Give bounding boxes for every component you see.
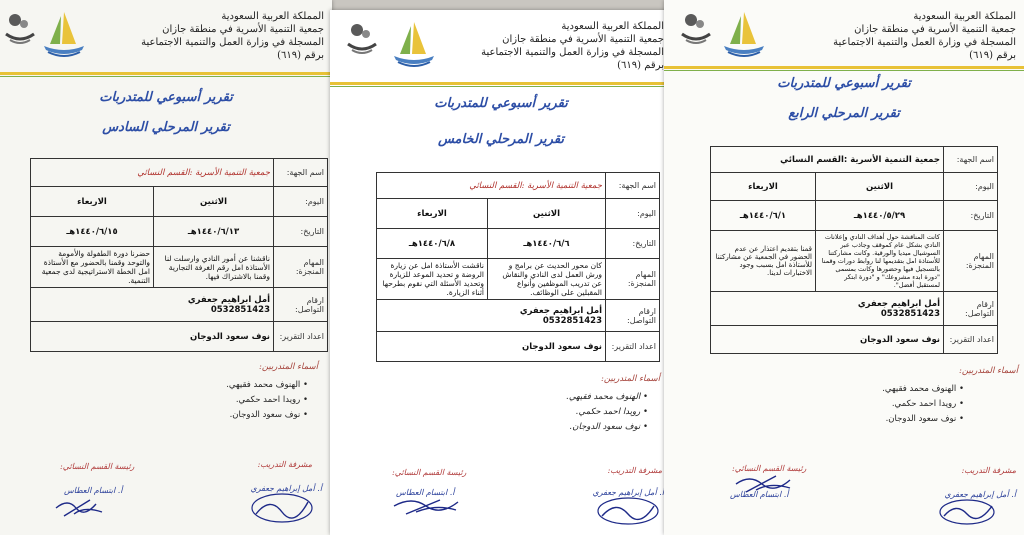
date-1: ١٤٤٠/٦/٦هـ <box>488 229 606 259</box>
supervisor-label: مشرفة التدريب: <box>257 460 312 469</box>
kingdom-line: المملكة العربية السعودية <box>561 21 664 32</box>
section-head-name: أ. ابتسام العطاس <box>64 486 123 495</box>
supervisor-name: أ. أمل إبراهيم جعفري <box>250 484 322 493</box>
trainees-heading: أسماء المتدربين: <box>959 366 1018 376</box>
day-1: الاثنين <box>488 199 606 229</box>
report-sheet-5 <box>330 10 672 535</box>
supervisor-name: أ. أمل إبراهيم جعفري <box>944 490 1016 499</box>
report-table <box>376 172 660 362</box>
trainee-item: • رويدا احمد حكمي. <box>566 407 648 417</box>
report-table <box>710 146 998 354</box>
supervisor-label: مشرفة التدريب: <box>607 466 662 475</box>
trainees-list <box>566 392 648 437</box>
contact-phone: 0532851423 <box>210 304 270 315</box>
trainees-list <box>226 380 308 425</box>
day-2: الاربعاء <box>377 199 488 229</box>
letterhead <box>330 10 672 84</box>
day-label: اليوم: <box>944 173 998 201</box>
signature-icon <box>54 494 106 520</box>
registration-line: برقم (٦١٩) <box>617 60 664 71</box>
letterhead-text <box>481 20 664 72</box>
supervisor-name: أ. أمل إبراهيم جعفري <box>592 488 664 497</box>
day-2: الاربعاء <box>31 187 154 217</box>
header-divider <box>664 66 1024 69</box>
section-head-label: رئيسة القسم النسائي: <box>392 468 467 477</box>
trainee-item: • نوف سعود الدوجان. <box>226 410 308 420</box>
contact-label: ارقام التواصل: <box>274 288 328 322</box>
signature-icon <box>734 470 794 496</box>
trainee-item: • نوف سعود الدوجان. <box>566 422 648 432</box>
report-title: تقرير أسبوعي للمتدربات <box>99 90 233 105</box>
supervisor-label: مشرفة التدريب: <box>961 466 1016 475</box>
task-2: ناقشت الأستاذة امل عن زيارة الروضة و تحديد الموعد للزيارة وتحديد الأسئلة التي نقوم بطرحها أثناء الزيارة. <box>377 259 488 300</box>
entity-label: اسم الجهة: <box>606 173 660 199</box>
trainee-item: • رويدا احمد حكمي. <box>226 395 308 405</box>
contact-value <box>711 292 944 326</box>
family-circles-icon <box>678 10 714 46</box>
day-label: اليوم: <box>274 187 328 217</box>
signature-icon <box>936 496 998 528</box>
association-logo-icon <box>388 18 440 74</box>
trainee-item: • نوف سعود الدوجان. <box>882 414 964 424</box>
tasks-label: المهام المنجزة: <box>944 231 998 292</box>
report-subtitle: تقرير المرحلي الخامس <box>437 132 565 147</box>
header-divider <box>330 82 672 85</box>
section-head-name: أ. ابتسام العطاس <box>396 488 455 497</box>
letterhead <box>664 0 1024 74</box>
task-1: كان محور الحديث عن برامج و ورش العمل لدى النادي والنقاش عن تدريب الموظفين وأنواع المقبلين على الوظائف. <box>488 259 606 300</box>
trainee-item: • رويدا احمد حكمي. <box>882 399 964 409</box>
date-2: ١٤٤٠/٦/٨هـ <box>377 229 488 259</box>
association-line: جمعية التنمية الأسرية في منطقة جازان <box>162 24 324 35</box>
report-subtitle: تقرير المرحلي الرابع <box>788 106 900 121</box>
letterhead-text <box>141 10 324 62</box>
report-title: تقرير أسبوعي للمتدربات <box>434 96 568 111</box>
letterhead <box>0 0 332 74</box>
trainee-item: • الهنوف محمد فقيهي. <box>882 384 964 394</box>
task-1: كانت المناقشة حول أهداف النادي وإعلانات النادي بشكل عام كموقف وجاذب عبر السوشيال ميديا والورقية. وكانت مشاركتنا للأستاذة امل بتقديمها لنا روابط دورات وقمنا بالتسجيل فيها وحضورها وكانت بمسمى "دورة ابدء مشروعك" و "دورة ابتكر لمستقبل أفضل". <box>816 231 944 292</box>
section-head-label: رئيسة القسم النسائي: <box>60 462 135 471</box>
contact-name: أمل ابراهيم جعفري <box>857 298 940 309</box>
prepared-value: نوف سعود الدوجان <box>711 326 944 354</box>
tasks-label: المهام المنجزة: <box>274 247 328 288</box>
date-label: التاريخ: <box>274 217 328 247</box>
ministry-line: المسجلة في وزارة العمل والتنمية الاجتماعية <box>833 37 1016 48</box>
contact-name: أمل ابراهيم جعفري <box>187 294 270 305</box>
header-divider <box>0 72 332 75</box>
family-circles-icon <box>344 20 380 56</box>
date-label: التاريخ: <box>606 229 660 259</box>
header-divider-green <box>0 76 332 77</box>
day-1: الاثنين <box>154 187 274 217</box>
kingdom-line: المملكة العربية السعودية <box>221 11 324 22</box>
association-logo-icon <box>718 8 770 64</box>
task-2: قمنا بتقديم اعتذار عن عدم الحضور في الجمعية عن مشاركتنا للأستاذة امل بسبب وجود الاختبارات لدينا. <box>711 231 816 292</box>
date-1: ١٤٤٠/٦/١٣هـ <box>154 217 274 247</box>
report-table <box>30 158 328 352</box>
prepared-label: اعداد التقرير: <box>944 326 998 354</box>
trainee-item: • الهنوف محمد فقيهي. <box>566 392 648 402</box>
prepared-value: نوف سعود الدوجان <box>31 322 274 352</box>
contact-label: ارقام التواصل: <box>944 292 998 326</box>
letterhead-text <box>833 10 1016 62</box>
signature-icon <box>392 494 462 518</box>
report-sheet-6 <box>0 0 332 535</box>
date-1: ١٤٤٠/٥/٢٩هـ <box>816 201 944 231</box>
entity-label: اسم الجهة: <box>944 147 998 173</box>
trainees-heading: أسماء المتدربين: <box>601 374 660 384</box>
date-label: التاريخ: <box>944 201 998 231</box>
trainee-item: • الهنوف محمد فقيهي. <box>226 380 308 390</box>
ministry-line: المسجلة في وزارة العمل والتنمية الاجتماعية <box>481 47 664 58</box>
report-subtitle: تقرير المرحلي السادس <box>102 120 230 135</box>
tasks-label: المهام المنجزة: <box>606 259 660 300</box>
association-line: جمعية التنمية الأسرية في منطقة جازان <box>502 34 664 45</box>
section-head-label: رئيسة القسم النسائي: <box>732 464 807 473</box>
entity-value: جمعية التنمية الأسرية :القسم النسائي <box>31 159 274 187</box>
task-1: ناقشنا عن أمور النادي وارسلت لنا الأستاذة امل رقم الغرفة التجارية وقمنا بالاشتراك فيها. <box>154 247 274 288</box>
family-circles-icon <box>2 10 38 46</box>
prepared-value: نوف سعود الدوجان <box>377 332 606 362</box>
contact-phone: 0532851423 <box>880 308 940 319</box>
header-divider-green <box>330 86 672 87</box>
trainees-heading: أسماء المتدربين: <box>259 362 318 372</box>
contact-value <box>377 300 606 332</box>
entity-label: اسم الجهة: <box>274 159 328 187</box>
day-label: اليوم: <box>606 199 660 229</box>
association-line: جمعية التنمية الأسرية في منطقة جازان <box>854 24 1016 35</box>
association-logo-icon <box>38 8 90 64</box>
registration-line: برقم (٦١٩) <box>969 50 1016 61</box>
contact-value <box>31 288 274 322</box>
prepared-label: اعداد التقرير: <box>606 332 660 362</box>
signature-icon <box>246 490 316 526</box>
entity-value: جمعية التنمية الأسرية :القسم النسائي <box>377 173 606 199</box>
report-sheet-4 <box>664 0 1024 535</box>
prepared-label: اعداد التقرير: <box>274 322 328 352</box>
ministry-line: المسجلة في وزارة العمل والتنمية الاجتماعية <box>141 37 324 48</box>
day-2: الاربعاء <box>711 173 816 201</box>
registration-line: برقم (٦١٩) <box>277 50 324 61</box>
day-1: الاثنين <box>816 173 944 201</box>
contact-phone: 0532851423 <box>542 315 602 326</box>
report-title: تقرير أسبوعي للمتدربات <box>777 76 911 91</box>
contact-name: أمل ابراهيم جعفري <box>519 305 602 316</box>
signature-icon <box>594 494 662 528</box>
date-2: ١٤٤٠/٦/١هـ <box>711 201 816 231</box>
entity-value: جمعية التنمية الأسرية :القسم النسائي <box>711 147 944 173</box>
kingdom-line: المملكة العربية السعودية <box>913 11 1016 22</box>
trainees-list <box>882 384 964 429</box>
section-head-name: أ. ابتسام العطاس <box>730 490 789 499</box>
header-divider-green <box>664 70 1024 71</box>
task-2: حضرنا دورة الطفولة والأمومة والتوحد وقمنا بالحضور مع الأستاذة امل الخطة الاستراتيجية لدى جمعية التنمية. <box>31 247 154 288</box>
contact-label: ارقام التواصل: <box>606 300 660 332</box>
date-2: ١٤٤٠/٦/١٥هـ <box>31 217 154 247</box>
